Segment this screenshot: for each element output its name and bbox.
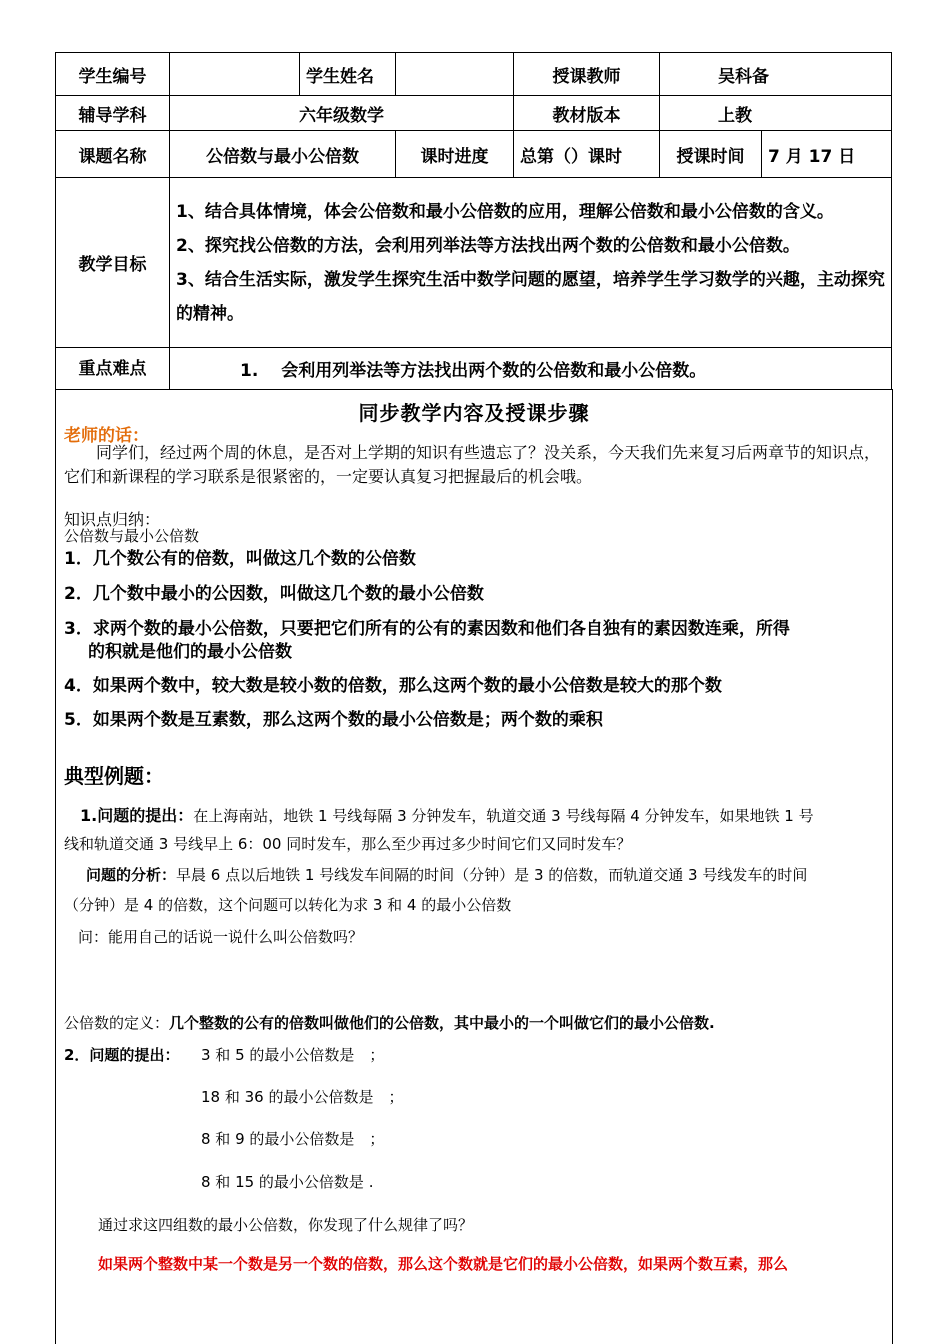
knowledge-label: 知识点归纳： bbox=[64, 510, 161, 529]
student-id-label: 学生编号 bbox=[56, 53, 170, 96]
goals-cell bbox=[170, 178, 892, 348]
red-conclusion: 如果两个整数中某一个数是另一个数的倍数，那么这个数就是它们的最小公倍数，如果两个数互素，那么 bbox=[98, 1255, 789, 1273]
teacher-value: 吴科备 bbox=[660, 53, 892, 96]
edition-label: 教材版本 bbox=[514, 96, 660, 131]
knowledge-point: 2．几个数中最小的公因数，叫做这几个数的最小公倍数 bbox=[64, 584, 484, 604]
lesson-info-table bbox=[55, 52, 892, 390]
analysis-line1: 早晨 6 点以后地铁 1 号线发车间隔的时间（分钟）是 3 的倍数，而轨道交通 3 号线发车的时间 bbox=[176, 866, 808, 884]
definition-text: 几个整数的公有的倍数叫做他们的公倍数，其中最小的一个叫做它们的最小公倍数. bbox=[169, 1014, 715, 1032]
example2-question: 通过求这四组数的最小公倍数，你发现了什么规律了吗？ bbox=[98, 1216, 474, 1234]
example1-analysis bbox=[86, 864, 807, 885]
goal-item: 3、结合生活实际，激发学生探究生活中数学问题的愿望，培养学生学习数学的兴趣，主动探究的精神。 bbox=[176, 269, 885, 324]
example1-question: 问：能用自己的话说一说什么叫公倍数吗？ bbox=[78, 928, 364, 946]
content-section bbox=[55, 389, 893, 1344]
subject-label: 辅导学科 bbox=[56, 96, 170, 131]
student-name-value bbox=[396, 53, 514, 96]
progress-label: 课时进度 bbox=[396, 131, 514, 178]
knowledge-point: 1．几个数公有的倍数，叫做这几个数的公倍数 bbox=[64, 549, 416, 569]
section-title: 同步教学内容及授课步骤 bbox=[358, 401, 590, 425]
topic-label: 课题名称 bbox=[56, 131, 170, 178]
knowledge-point: 的积就是他们的最小公倍数 bbox=[88, 642, 292, 662]
student-id-value bbox=[170, 53, 300, 96]
knowledge-subtitle: 公倍数与最小公倍数 bbox=[64, 527, 200, 545]
definition-label: 公倍数的定义： bbox=[64, 1014, 170, 1032]
knowledge-point: 5．如果两个数是互素数，那么这两个数的最小公倍数是；两个数的乘积 bbox=[64, 710, 603, 730]
goals-label: 教学目标 bbox=[56, 178, 170, 348]
example1-label: 1.问题的提出： bbox=[80, 806, 194, 825]
goal-item: 2、探究找公倍数的方法，会利用列举法等方法找出两个数的公倍数和最小公倍数。 bbox=[176, 235, 800, 256]
example2-label: 2．问题的提出： bbox=[64, 1046, 180, 1064]
examples-label: 典型例题： bbox=[64, 764, 164, 788]
definition bbox=[64, 1012, 715, 1033]
teacher-words: 同学们，经过两个周的休息，是否对上学期的知识有些遗忘了？没关系，今天我们先来复习后两章节的知识点，它们和新课程的学习联系是很紧密的，一定要认真复习把握最后的机会哦。 bbox=[64, 443, 881, 486]
example2-item: 18 和 36 的最小公倍数是 ； bbox=[201, 1088, 404, 1106]
knowledge-point: 3．求两个数的最小公倍数，只要把它们所有的公有的素因数和他们各自独有的素因数连乘，所得 bbox=[64, 619, 790, 639]
key-label: 重点难点 bbox=[56, 348, 170, 390]
analysis-line2: （分钟）是 4 的倍数，这个问题可以转化为求 3 和 4 的最小公倍数 bbox=[64, 896, 512, 914]
key-value: 1. 会利用列举法等方法找出两个数的公倍数和最小公倍数。 bbox=[170, 348, 892, 390]
progress-value: 总第（）课时 bbox=[514, 131, 660, 178]
example1-problem bbox=[64, 803, 814, 826]
example2-item: 8 和 15 的最小公倍数是 . bbox=[201, 1173, 374, 1191]
teacher-label: 授课教师 bbox=[514, 53, 660, 96]
time-value: 7 月 17 日 bbox=[762, 131, 892, 178]
knowledge-point: 4．如果两个数中，较大数是较小数的倍数，那么这两个数的最小公倍数是较大的那个数 bbox=[64, 676, 722, 696]
time-label: 授课时间 bbox=[660, 131, 762, 178]
analysis-label: 问题的分析： bbox=[86, 866, 177, 884]
example2-item: 3 和 5 的最小公倍数是 ； bbox=[201, 1046, 385, 1064]
example2-item: 8 和 9 的最小公倍数是 ； bbox=[201, 1130, 385, 1148]
student-name-label: 学生姓名 bbox=[300, 53, 396, 96]
teacher-words-label: 老师的话： bbox=[64, 426, 149, 446]
example1-line2: 线和轨道交通 3 号线早上 6：00 同时发车，那么至少再过多少时间它们又同时发车？ bbox=[64, 835, 632, 853]
goal-item: 1、结合具体情境，体会公倍数和最小公倍数的应用，理解公倍数和最小公倍数的含义。 bbox=[176, 201, 834, 222]
edition-value: 上教 bbox=[660, 96, 892, 131]
topic-value: 公倍数与最小公倍数 bbox=[170, 131, 396, 178]
subject-value: 六年级数学 bbox=[170, 96, 514, 131]
example1-line1: 在上海南站，地铁 1 号线每隔 3 分钟发车，轨道交通 3 号线每隔 4 分钟发车，如果地铁 1 号 bbox=[193, 807, 814, 825]
